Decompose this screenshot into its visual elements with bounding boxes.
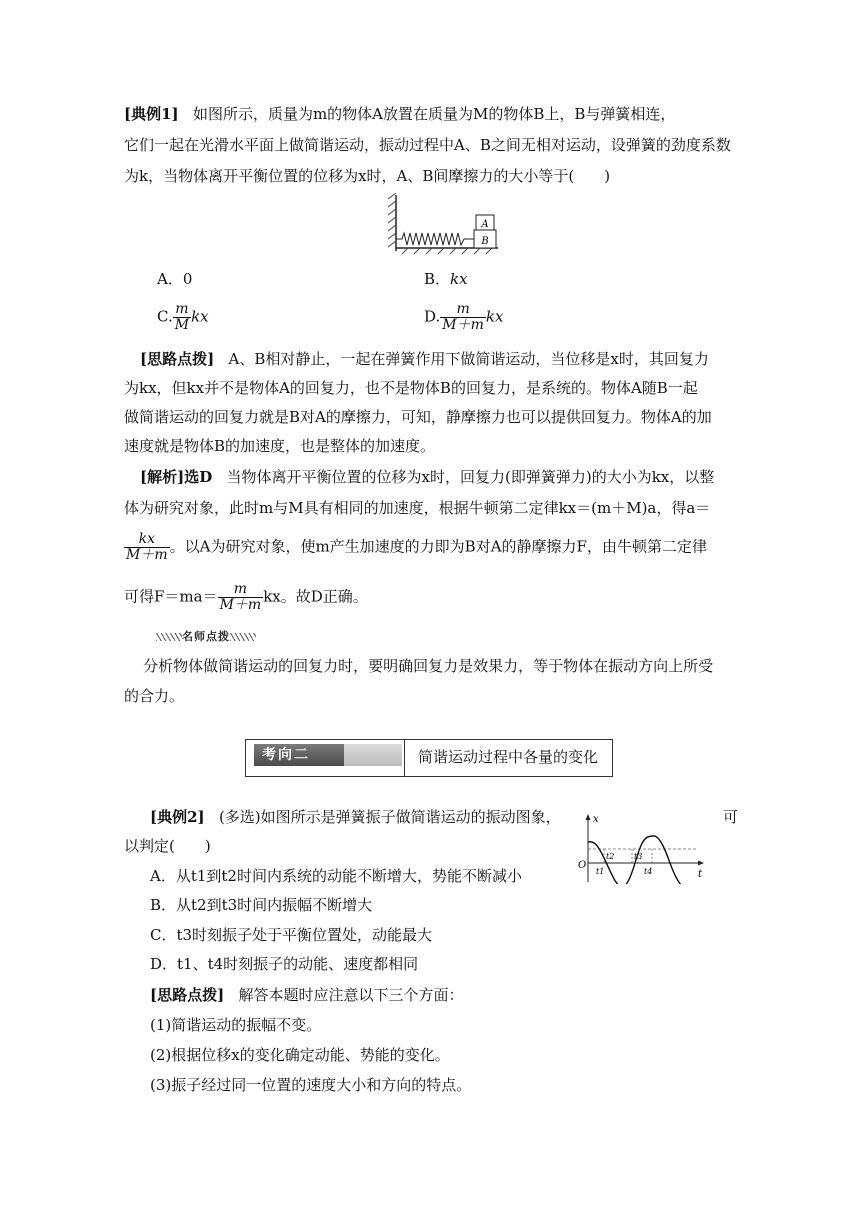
graph-x-label: x (593, 814, 599, 825)
ex1-analysis-text-1: 当物体离开平衡位置的位移为x时，回复力(即弹簧弹力)的大小为kx，以整 (226, 468, 715, 486)
fraction-numerator: m (456, 301, 470, 317)
ex1-option-d-tail: kx (485, 307, 504, 326)
ex1-analysis-line1 (140, 467, 756, 487)
graph-t2-label: t2 (606, 852, 615, 861)
fraction-numerator: kx (138, 531, 155, 547)
block-b-label: B (481, 236, 489, 247)
ex1-hint-line2: 为kx，但kx并不是物体A的回复力，也不是物体B的回复力，是系统的。物体A随B一起 (124, 379, 698, 397)
ex2-tag: [典例2] (150, 808, 205, 826)
mingshi-line2: 的合力。 (124, 687, 185, 705)
kaoxiang-title: 简谐运动过程中各量的变化 (418, 748, 599, 766)
ex1-question-line3: 为k，当物体离开平衡位置的位移为x时，A、B间摩擦力的大小等于( ) (124, 167, 611, 185)
ex2-hint-intro: 解答本题时应注意以下三个方面： (238, 986, 464, 1004)
ex1-option-c-prefix: C. (157, 307, 173, 326)
ex1-option-c (157, 302, 209, 333)
ex1-option-d-fraction (440, 302, 486, 333)
ex1-option-c-fraction (173, 302, 191, 333)
graph-t-label: t (698, 869, 703, 880)
fraction-denominator: M (174, 317, 190, 333)
mingshi-header (156, 628, 256, 644)
ex2-option-a: A．从t1到t2时间内系统的动能不断增大，势能不断减小 (150, 867, 522, 885)
ex1-analysis-line4 (124, 582, 740, 613)
ex2-hint-2: (2)根据位移x的变化确定动能、势能的变化。 (150, 1046, 450, 1064)
fraction-denominator: M＋m (219, 597, 262, 613)
ex1-analysis-text-4b: kx。故D正确。 (263, 587, 368, 606)
ex1-analysis-text-3: 。以A为研究对象，使m产生加速度的力即为B对A的静摩擦力F，由牛顿第二定律 (169, 537, 707, 556)
ex1-analysis-text-4a: 可得F＝ma＝ (124, 587, 218, 606)
fraction-numerator: m (233, 581, 248, 597)
ex2-hint-line (150, 985, 766, 1005)
ex1-option-c-tail: kx (191, 307, 209, 326)
kaoxiang-label: 考向二 (262, 747, 310, 763)
ex2-hint-tag: [思路点拨] (150, 986, 225, 1004)
kaoxiang-box (245, 739, 613, 777)
spring-block-figure (388, 193, 500, 255)
block-a-label: A (481, 219, 489, 230)
ex1-hint-line3: 做简谐运动的回复力就是B对A的摩擦力，可知，静摩擦力也可以提供回复力。物体A的加 (124, 408, 712, 426)
fraction-denominator: M＋m (126, 547, 168, 563)
ex2-question-line1 (150, 807, 570, 827)
ex1-option-b-value: kx (450, 270, 468, 288)
ex1-analysis-tag: [解析] (140, 468, 185, 486)
ex1-analysis-fraction-2 (218, 582, 264, 613)
mingshi-label: 名师点拨 (182, 630, 230, 643)
ex1-question-text-1: 如图所示，质量为m的物体A放置在质量为M的物体B上，B与弹簧相连， (192, 105, 676, 123)
kaoxiang-divider (404, 740, 405, 776)
ex1-hint-line1 (140, 349, 756, 369)
ex1-tag: [典例1] (124, 105, 179, 123)
graph-origin-label: O (578, 860, 587, 871)
mingshi-line1 (124, 656, 740, 676)
ex1-answer-choice: 选D (184, 468, 213, 486)
mingshi-text-1: 分析物体做简谐运动的回复力时，要明确回复力是效果力，等于物体在振动方向上所受 (143, 657, 714, 675)
ex2-option-b: B．从t2到t3时间内振幅不断增大 (150, 896, 373, 914)
ex1-hint-line4: 速度就是物体B的加速度，也是整体的加速度。 (124, 437, 436, 455)
ex1-analysis-fraction-1 (124, 532, 170, 563)
ex1-option-b-prefix: B． (424, 270, 451, 288)
ex1-question-line1 (124, 104, 740, 124)
ex2-question-text-1: (多选)如图所示是弹簧振子做简谐运动的振动图象， (218, 808, 561, 826)
graph-t4-label: t4 (644, 867, 653, 876)
ex2-option-c: C．t3时刻振子处于平衡位置处，动能最大 (150, 926, 433, 944)
ex1-option-a: A．0 (157, 270, 193, 288)
ex2-hint-1: (1)简谐运动的振幅不变。 (150, 1016, 322, 1034)
ex1-hint-tag: [思路点拨] (140, 350, 215, 368)
ex1-question-line2: 它们一起在光滑水平面上做简谐运动，振动过程中A、B之间无相对运动，设弹簧的劲度系数 (124, 136, 731, 154)
ex1-analysis-line2: 体为研究对象，此时m与M具有相同的加速度，根据牛顿第二定律kx＝(m＋M)a，得a＝ (124, 499, 711, 517)
fraction-numerator: m (175, 301, 189, 317)
ex1-option-b (424, 268, 468, 290)
ex2-question-line2: 以判定( ) (124, 837, 211, 855)
kaoxiang-label-banner (254, 744, 402, 766)
ex2-hint-3: (3)振子经过同一位置的速度大小和方向的特点。 (150, 1076, 472, 1094)
hatch-decoration-left (156, 633, 182, 641)
ex2-question-tail: 可 (723, 808, 739, 826)
hatch-decoration-right (230, 633, 256, 641)
ex2-option-d: D．t1、t4时刻振子的动能、速度都相同 (150, 955, 419, 973)
ex1-analysis-line3 (124, 532, 740, 563)
ex1-option-d-prefix: D. (424, 307, 441, 326)
oscillation-graph (574, 812, 708, 884)
fraction-denominator: M＋m (442, 317, 484, 333)
ex1-hint-text-1: A、B相对静止，一起在弹簧作用下做简谐运动，当位移是x时，其回复力 (228, 350, 709, 368)
graph-t1-label: t1 (596, 867, 605, 876)
ex1-option-d (424, 302, 503, 333)
graph-t3-label: t3 (634, 852, 643, 861)
